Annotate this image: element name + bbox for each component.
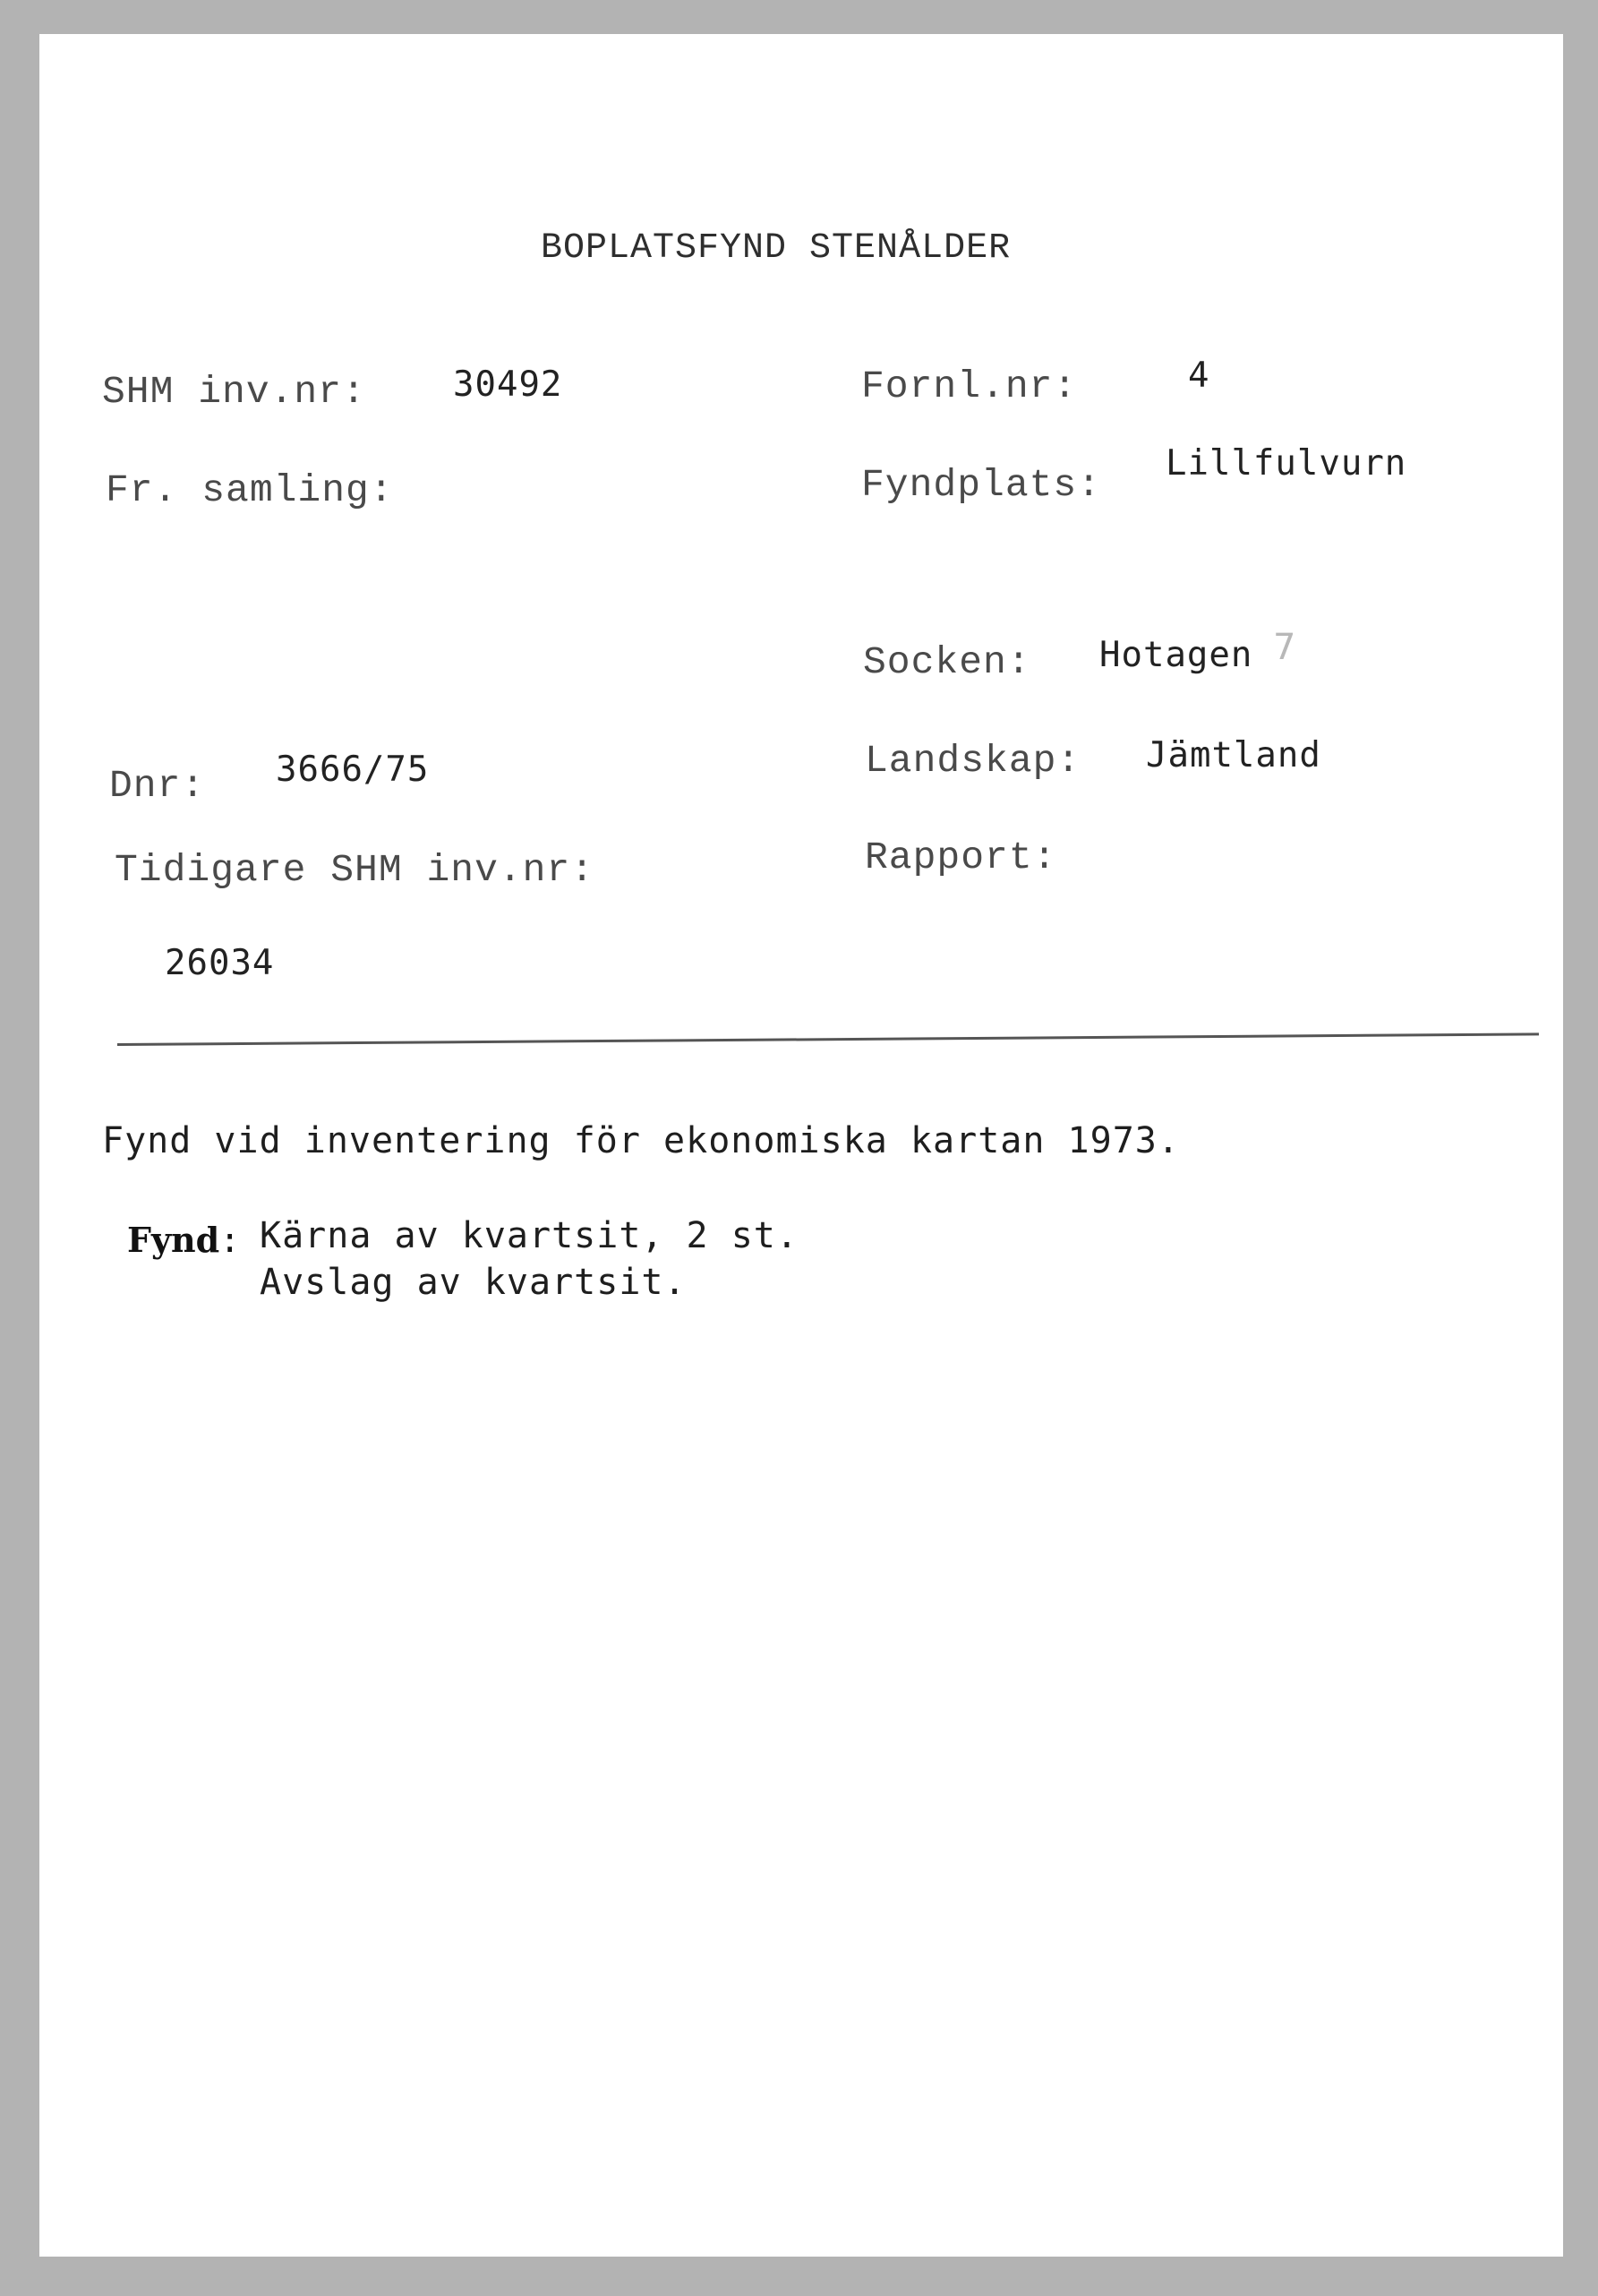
dnr-label: Dnr: — [109, 764, 206, 808]
rapport-label: Rapport: — [865, 835, 1057, 879]
shm-inv-label: SHM inv.nr: — [102, 370, 366, 414]
divider-line — [117, 1032, 1539, 1046]
fornl-label: Fornl.nr: — [861, 364, 1078, 408]
card-title: BOPLATSFYND STENÅLDER — [541, 228, 1012, 269]
tidigare-value: 26034 — [165, 943, 275, 983]
pencil-annotation: 7 — [1273, 627, 1296, 668]
socken-label: Socken: — [863, 640, 1031, 684]
fornl-value: 4 — [1188, 356, 1210, 396]
finds-label-text: Fynd — [127, 1220, 220, 1260]
description-text: Fynd vid inventering för ekonomiska kartan 1973. — [102, 1120, 1180, 1161]
landskap-label: Landskap: — [865, 739, 1081, 783]
finds-label-colon: : — [219, 1221, 241, 1260]
landskap-value: Jämtland — [1146, 735, 1321, 775]
fr-samling-label: Fr. samling: — [106, 468, 394, 512]
find-item: Avslag av kvartsit. — [260, 1262, 687, 1303]
fyndplats-value: Lillfulvurn — [1166, 443, 1407, 484]
dnr-value: 3666/75 — [276, 750, 430, 790]
catalog-card — [39, 34, 1563, 2257]
fyndplats-label: Fyndplats: — [861, 463, 1102, 507]
find-item: Kärna av kvartsit, 2 st. — [260, 1215, 799, 1256]
finds-label — [127, 1220, 241, 1260]
shm-inv-value: 30492 — [453, 364, 563, 405]
tidigare-label: Tidigare SHM inv.nr: — [115, 848, 595, 892]
socken-value: Hotagen — [1099, 635, 1253, 675]
